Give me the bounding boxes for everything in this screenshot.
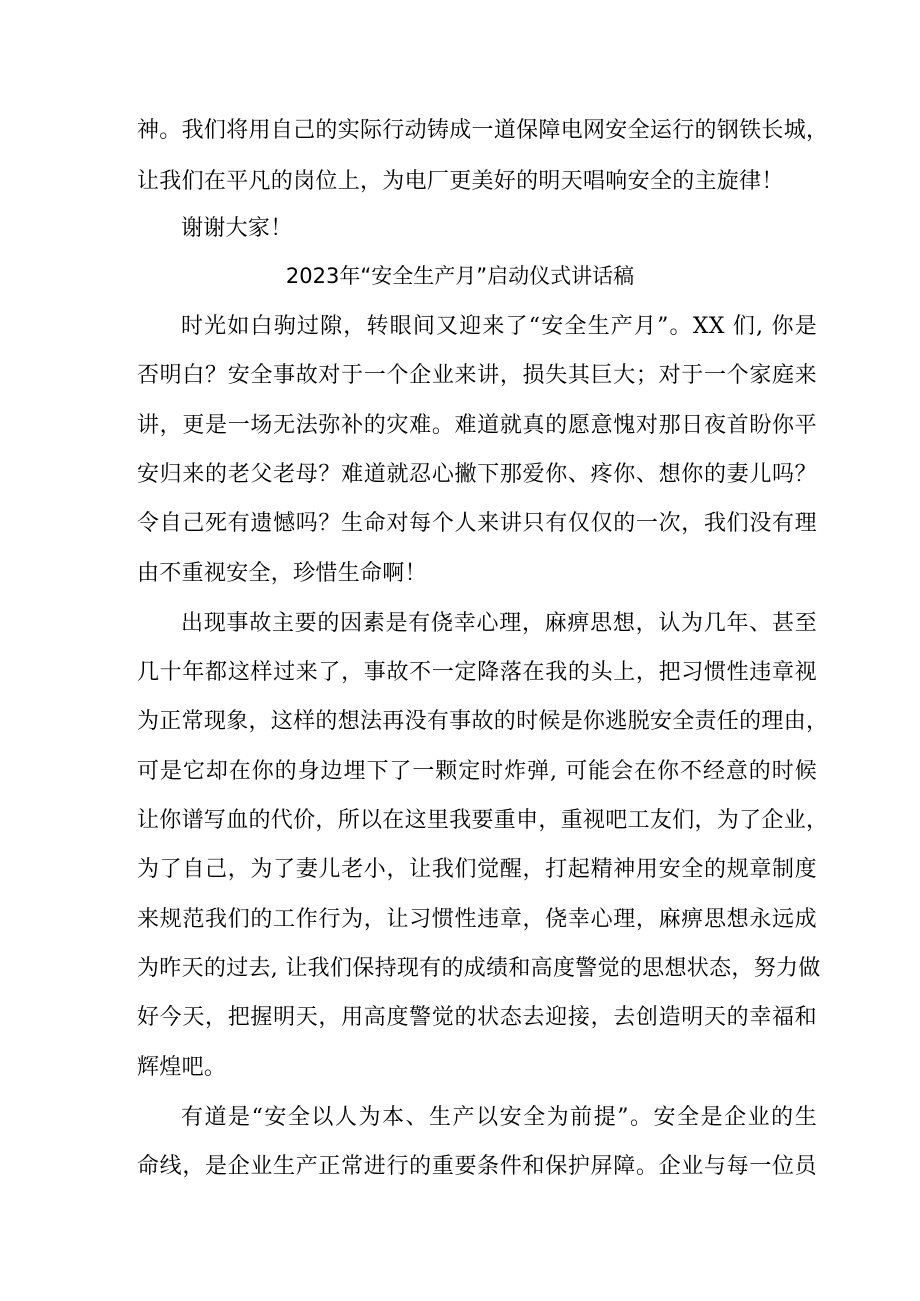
paragraph-line: 为了自己，为了妻儿老小，让我们觉醒，打起精神用安全的规章制度 [137, 857, 817, 882]
paragraph-line: 好今天，把握明天，用高度警觉的状态去迎接，去创造明天的幸福和 [137, 1005, 817, 1030]
paragraph-line: 安归来的老父老母？难道就忍心撇下那爱你、疼你、想你的妻儿吗？ [137, 462, 817, 487]
paragraph-line: 为正常现象，这样的想法再没有事故的时候是你逃脱安全责任的理由， [137, 709, 829, 734]
paragraph-line: 为昨天的过去, 让我们保持现有的成绩和高度警觉的思想状态，努力做 [137, 956, 821, 981]
paragraph-line: 来规范我们的工作行为，让习惯性违章，侥幸心理，麻痹思想永远成 [137, 907, 817, 932]
paragraph-line: 否明白？安全事故对于一个企业来讲，损失其巨大；对于一个家庭来 [137, 363, 817, 388]
paragraph-line: 由不重视安全，珍惜生命啊！ [137, 561, 427, 586]
document-title: 2023年“安全生产月”启动仪式讲话稿 [285, 264, 635, 288]
paragraph-line: 时光如白驹过隙，转眼间又迎来了“安全生产月”。XX 们, 你是 [181, 314, 817, 339]
intro-line: 神。我们将用自己的实际行动铸成一道保障电网安全运行的钢铁长城， [137, 118, 829, 143]
paragraph-line: 令自己死有遗憾吗？生命对每个人来讲只有仅仅的一次，我们没有理 [137, 511, 817, 536]
thanks-text: 谢谢大家！ [181, 216, 293, 241]
paragraph-line: 出现事故主要的因素是有侥幸心理，麻痹思想，认为几年、甚至 [181, 611, 817, 636]
paragraph-line: 辉煌吧。 [137, 1055, 227, 1080]
paragraph-line: 命线，是企业生产正常进行的重要条件和保护屏障。企业与每一位员 [137, 1154, 817, 1179]
paragraph-line: 几十年都这样过来了，事故不一定降落在我的头上，把习惯性违章视 [137, 660, 817, 685]
paragraph-line: 讲，更是一场无法弥补的灾难。难道就真的愿意愧对那日夜首盼你平 [137, 413, 817, 438]
paragraph-line: 让你谱写血的代价，所以在这里我要重申，重视吧工友们，为了企业， [137, 808, 829, 833]
paragraph-line: 可是它却在你的身边埋下了一颗定时炸弹, 可能会在你不经意的时候 [137, 759, 817, 784]
paragraph-line: 有道是“安全以人为本、生产以安全为前提”。安全是企业的生 [181, 1105, 817, 1130]
intro-line: 让我们在平凡的岗位上，为电厂更美好的明天唱响安全的主旋律！ [137, 169, 784, 194]
